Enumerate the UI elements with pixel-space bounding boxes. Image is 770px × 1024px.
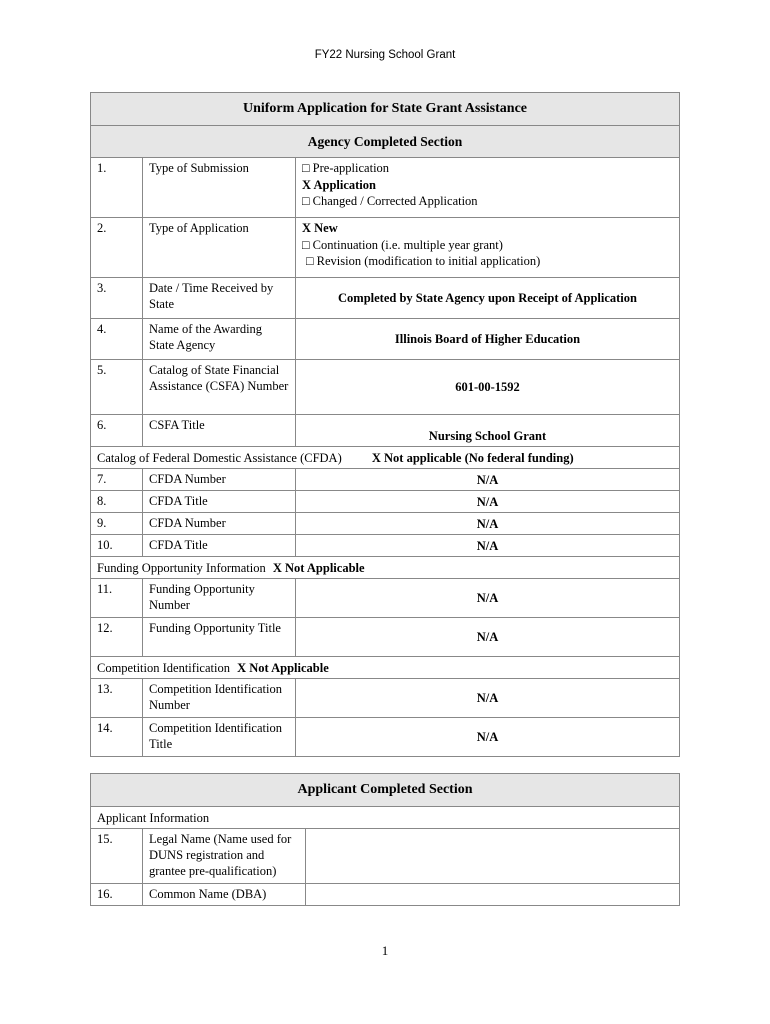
- row-number: 12.: [91, 618, 143, 657]
- option-pre-application[interactable]: □ Pre-application: [302, 161, 390, 175]
- table-row: [91, 579, 680, 618]
- row-number: 11.: [91, 579, 143, 618]
- cfda-header-row: [91, 447, 680, 469]
- agency-table: [90, 92, 680, 757]
- table-row: [91, 513, 680, 535]
- applicant-section-title: Applicant Completed Section: [91, 774, 680, 807]
- row-label: Type of Application: [143, 218, 296, 278]
- agency-section-title: Agency Completed Section: [91, 126, 680, 158]
- document-header: FY22 Nursing School Grant: [314, 49, 456, 61]
- funding-header-row: [91, 557, 680, 579]
- row-value: N/A: [296, 491, 680, 513]
- row-number: 5.: [91, 360, 143, 415]
- table-row: [91, 158, 680, 218]
- row-value: 601-00-1592: [296, 360, 680, 415]
- option-revision[interactable]: □ Revision (modification to initial application): [306, 254, 541, 268]
- row-label: Competition Identification Title: [143, 718, 296, 757]
- row-number: 6.: [91, 415, 143, 447]
- row-label: Common Name (DBA): [143, 884, 306, 906]
- competition-header-row: [91, 657, 680, 679]
- row-number: 2.: [91, 218, 143, 278]
- table-row: [91, 718, 680, 757]
- option-application[interactable]: X Application: [302, 177, 376, 192]
- table-row: [91, 415, 680, 447]
- option-changed-corrected[interactable]: □ Changed / Corrected Application: [302, 194, 478, 208]
- row-label: Name of the Awarding State Agency: [143, 319, 296, 360]
- table-row: [91, 491, 680, 513]
- row-number: 15.: [91, 829, 143, 884]
- row-label: CFDA Number: [143, 469, 296, 491]
- row-label: Funding Opportunity Title: [143, 618, 296, 657]
- row-value: Completed by State Agency upon Receipt of Application: [296, 278, 680, 319]
- row-number: 8.: [91, 491, 143, 513]
- table-row: [91, 884, 680, 906]
- table-row: [91, 360, 680, 415]
- cfda-header-label: Catalog of Federal Domestic Assistance (CFDA): [97, 451, 342, 465]
- row-label: CFDA Title: [143, 535, 296, 557]
- row-value: N/A: [296, 469, 680, 491]
- row-value: N/A: [296, 618, 680, 657]
- table-row: [91, 218, 680, 278]
- row-label: Type of Submission: [143, 158, 296, 218]
- row-number: 3.: [91, 278, 143, 319]
- table-row: [91, 618, 680, 657]
- row-value: N/A: [296, 513, 680, 535]
- row-label: Legal Name (Name used for DUNS registration and grantee pre-qualification): [143, 829, 306, 884]
- applicant-info-header: Applicant Information: [91, 807, 680, 829]
- row-label: Catalog of State Financial Assistance (CSFA) Number: [143, 360, 296, 415]
- row-number: 7.: [91, 469, 143, 491]
- row-value: Illinois Board of Higher Education: [296, 319, 680, 360]
- row-number: 16.: [91, 884, 143, 906]
- form-title: Uniform Application for State Grant Assistance: [91, 93, 680, 126]
- row-value: N/A: [296, 535, 680, 557]
- row-label: CFDA Number: [143, 513, 296, 535]
- row-number: 4.: [91, 319, 143, 360]
- option-continuation[interactable]: □ Continuation (i.e. multiple year grant): [302, 237, 503, 252]
- submission-options: [296, 158, 680, 218]
- applicant-info-header-row: [91, 807, 680, 829]
- common-name-field[interactable]: [306, 884, 680, 906]
- row-label: Competition Identification Number: [143, 679, 296, 718]
- competition-header-label: Competition Identification: [97, 661, 230, 675]
- table-row: [91, 535, 680, 557]
- row-number: 9.: [91, 513, 143, 535]
- competition-not-applicable[interactable]: X Not Applicable: [237, 661, 329, 675]
- option-new[interactable]: X New: [302, 221, 338, 235]
- row-label: Date / Time Received by State: [143, 278, 296, 319]
- funding-header-label: Funding Opportunity Information: [97, 561, 266, 575]
- table-row: [91, 469, 680, 491]
- application-type-options: [296, 218, 680, 278]
- row-number: 1.: [91, 158, 143, 218]
- row-number: 10.: [91, 535, 143, 557]
- table-row: [91, 278, 680, 319]
- page-number: 1: [381, 943, 389, 958]
- legal-name-field[interactable]: [306, 829, 680, 884]
- row-number: 14.: [91, 718, 143, 757]
- row-value: N/A: [296, 679, 680, 718]
- table-row: [91, 829, 680, 884]
- row-value: Nursing School Grant: [296, 415, 680, 447]
- row-label: Funding Opportunity Number: [143, 579, 296, 618]
- table-row: [91, 319, 680, 360]
- cfda-not-applicable[interactable]: X Not applicable (No federal funding): [371, 451, 574, 465]
- row-value: N/A: [296, 718, 680, 757]
- row-label: CFDA Title: [143, 491, 296, 513]
- funding-not-applicable[interactable]: X Not Applicable: [272, 561, 365, 575]
- row-number: 13.: [91, 679, 143, 718]
- row-value: N/A: [296, 579, 680, 618]
- row-label: CSFA Title: [143, 415, 296, 447]
- applicant-table: [90, 773, 680, 906]
- table-row: [91, 679, 680, 718]
